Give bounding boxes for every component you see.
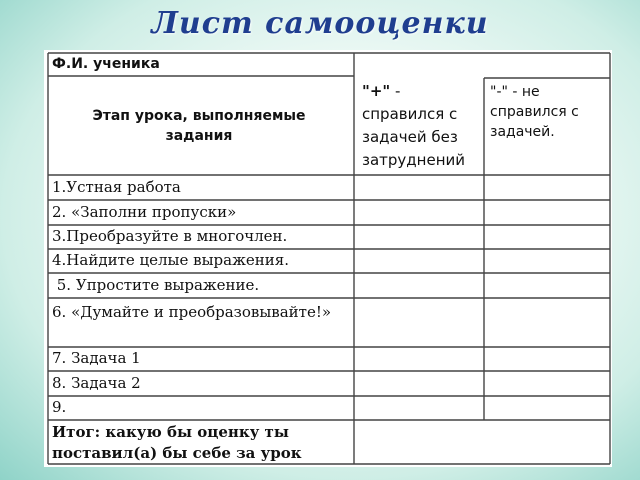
result-question: Итог: какую бы оценку ты поставил(а) бы себе за урок [52,423,302,462]
minus-mark-header: "-" - не справился с задачей. [490,84,579,140]
task-row-label: 4.Найдите целые выражения. [52,251,289,269]
lesson-stage-header: Этап урока, выполняемые задания [92,108,306,144]
task-row-label: 2. «Заполни пропуски» [52,203,237,221]
task-row-label: 8. Задача 2 [52,374,141,392]
student-name-label: Ф.И. ученика [52,56,160,72]
task-row-label: 5. Упростите выражение. [52,276,260,294]
task-row-label: 6. «Думайте и преобразовывайте!» [52,303,332,321]
task-row-label: 9. [52,398,67,416]
task-row-label: 7. Задача 1 [52,349,141,367]
task-row-label: 1.Устная работа [52,178,181,196]
self-assessment-sheet [44,50,612,467]
task-row-label: 3.Преобразуйте в многочлен. [52,227,288,245]
plus-mark-header [362,80,480,172]
plus-description: - справился с задачей без затруднений [362,82,466,169]
page-title: Лист самооценки [151,6,489,41]
plus-sign: "+" [362,82,391,100]
